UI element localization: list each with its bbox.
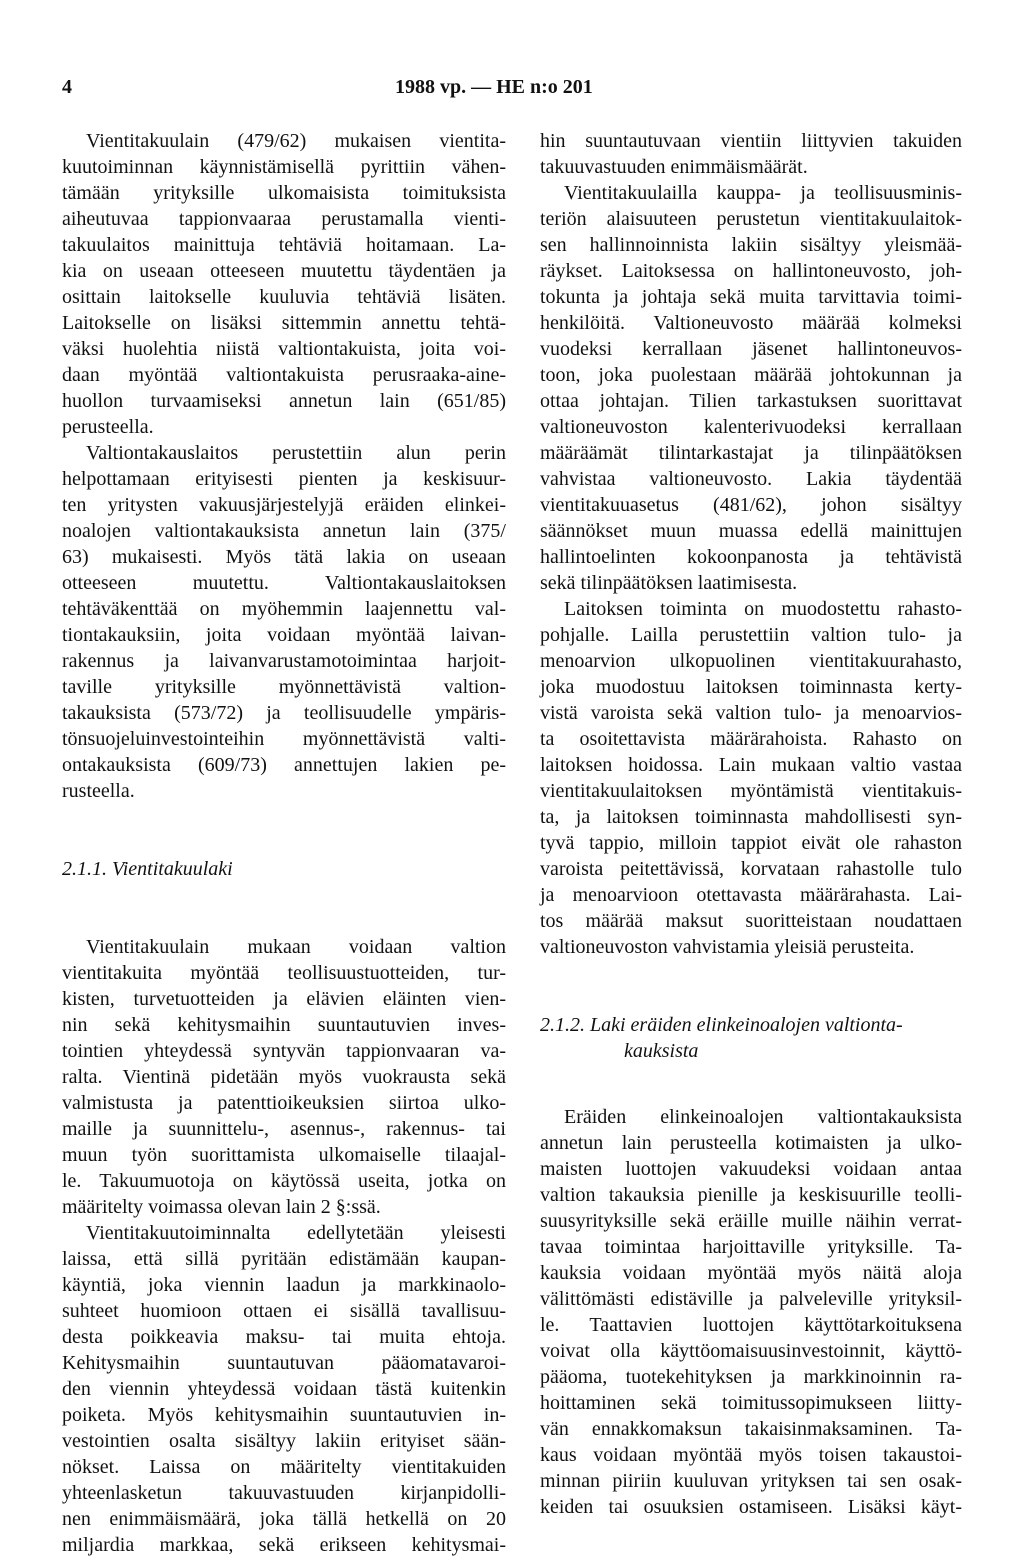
text-line: vientitakuulaitoksen myöntämistä vientitakuis- [540, 780, 962, 802]
text-line: miljardia markkaa, sekä erikseen kehitysmai- [62, 1534, 506, 1556]
paragraph [62, 128, 506, 440]
text-line: nen enimmäismäärä, joka tällä hetkellä on 20 [62, 1508, 506, 1530]
page-number: 4 [62, 76, 72, 98]
text-line: tyvä tappio, milloin tappiot eivät ole rahaston [540, 832, 962, 854]
text-line: le. Taattavien luottojen käyttötarkoituksena [540, 1314, 962, 1336]
text-line: ta osoitettavista määrärahoista. Rahasto on [540, 728, 962, 750]
text-line: otteeseen muutettu. Valtiontakauslaitoksen [62, 572, 506, 594]
text-line: pohjalle. Lailla perustettiin valtion tulo- ja [540, 624, 962, 646]
text-line: takauksista (573/72) ja teollisuudelle ympäris- [62, 702, 506, 724]
text-line: ten yritysten vakuusjärjestelyjä eräiden elinkei- [62, 494, 506, 516]
text-line: voivat olla käyttöomaisuusinvestoinnit, käyttö- [540, 1340, 962, 1362]
text-line: hin suuntautuvaan vientiin liittyvien takuiden [540, 130, 962, 152]
text-line: hoittaminen sekä toimitussopimukseen liitty- [540, 1392, 962, 1414]
text-line: toon, joka puolestaan määrää johtokunnan ja [540, 364, 962, 386]
paragraph [62, 934, 506, 1220]
text-line: suhteet huomioon ottaen ei sisällä tavallisuu- [62, 1300, 506, 1322]
text-line: varoista peitettävissä, korvataan rahastolle tulo [540, 858, 962, 880]
text-line: määräämät tilintarkastajat ja tilinpäätöksen [540, 442, 962, 464]
text-line: laitoksen hoidossa. Lain mukaan valtio vastaa [540, 754, 962, 776]
text-line: sekä tilinpäätöksen laatimisesta. [540, 572, 798, 594]
paragraph [540, 596, 962, 960]
text-line: välittömästi edistäville ja palveleville yrityksil- [540, 1288, 962, 1310]
text-line: määritelty voimassa olevan lain 2 §:ssä. [62, 1196, 381, 1218]
text-line: taville yrityksille myönnettävistä valtion- [62, 676, 506, 698]
text-line: ja menoarvioon otettavasta määrärahasta. Lai- [540, 884, 962, 906]
section-heading [540, 1012, 962, 1064]
paragraph [62, 1220, 506, 1558]
text-line: teriön alaisuuteen perustetun vientitakuulaitok- [540, 208, 962, 230]
paragraph [540, 128, 962, 180]
text-line: ontakauksista (609/73) annettujen lakien pe- [62, 754, 506, 776]
text-line: vistä varoista sekä valtion tulo- ja menoarvios- [540, 702, 962, 724]
text-line: yhteenlasketun takuuvastuuden kirjanpidolli- [62, 1482, 506, 1504]
text-line: rakennus ja laivanvarustamotoimintaa harjoit- [62, 650, 506, 672]
text-line: laissa, että sillä pyritään edistämään kaupan- [62, 1248, 506, 1270]
text-line: tiontakauksiin, joita voidaan myöntää laivan- [62, 624, 506, 646]
section-heading: 2.1.1. Vientitakuulaki [62, 858, 233, 880]
text-line: ottaa johtajan. Tilien tarkastuksen suorittavat [540, 390, 962, 412]
text-line: nökset. Laissa on määritelty vientitakuiden [62, 1456, 506, 1478]
text-line: ralta. Vientinä pidetään myös vuokrausta sekä [62, 1066, 506, 1088]
paragraph [540, 180, 962, 596]
text-line: desta poikkeavia maksu- tai muita ehtoja. [62, 1326, 506, 1348]
text-line: noalojen valtiontakauksista annetun lain (375/ [62, 520, 506, 542]
text-line: Kehitysmaihin suuntautuvan pääomatavaroi- [62, 1352, 506, 1374]
section-heading-line: kauksista [624, 1040, 699, 1062]
text-line: takuulaitos mainittuja tehtäviä hoitamaan. La- [62, 234, 506, 256]
text-line: kia on useaan otteeseen muutettu täydentäen ja [62, 260, 506, 282]
text-line: maisten luottojen vakuudeksi voidaan antaa [540, 1158, 962, 1180]
text-line: vän ennakkomaksun takaisinmaksaminen. Ta- [540, 1418, 962, 1440]
text-line: kisten, turvetuotteiden ja elävien eläinten vien- [62, 988, 506, 1010]
text-line: vientitakuita myöntää teollisuustuotteiden, tur- [62, 962, 506, 984]
text-line: keiden tai osuuksien ostamiseen. Lisäksi käyt- [540, 1496, 962, 1518]
text-line: säännökset muun muassa edellä mainittujen [540, 520, 962, 542]
text-line: valtion takauksia pienille ja keskisuurille teolli- [540, 1184, 962, 1206]
text-line: tokunta ja johtaja sekä muita tarvittavia toimi- [540, 286, 962, 308]
text-line: vientitakuuasetus (481/62), johon sisältyy [540, 494, 962, 516]
text-line: den viennin yhteydessä voidaan tästä kuitenkin [62, 1378, 506, 1400]
text-line: vestointien osalta sisältyy lakiin erityiset sään- [62, 1430, 506, 1452]
text-line: daan myöntää valtiontakuista perusraaka-aine- [62, 364, 506, 386]
text-line: tehtäväkenttää on myöhemmin laajennettu val- [62, 598, 506, 620]
left-column [62, 128, 506, 1558]
paragraph [62, 440, 506, 804]
text-line: Valtiontakauslaitos perustettiin alun perin [86, 442, 506, 464]
text-line: osittain laitokselle kuuluvia tehtäviä lisäten. [62, 286, 506, 308]
text-line: henkilöitä. Valtioneuvosto määrää kolmeksi [540, 312, 962, 334]
text-line: muun työn suorittamista ulkomaiselle tilaajal- [62, 1144, 506, 1166]
text-line: poiketa. Myös kehitysmaihin suuntautuvien in- [62, 1404, 506, 1426]
text-line: räykset. Laitoksessa on hallintoneuvosto, joh- [540, 260, 962, 282]
text-line: Vientitakuutoiminnalta edellytetään yleisesti [86, 1222, 506, 1244]
text-line: huollon turvaamiseksi annetun lain (651/85) [62, 390, 506, 412]
text-line: suusyrityksille sekä eräille muille näihin verrat- [540, 1210, 962, 1232]
text-line: vahvistaa valtioneuvosto. Lakia täydentää [540, 468, 962, 490]
text-line: helpottamaan erityisesti pienten ja keskisuur- [62, 468, 506, 490]
text-line: aiheutuvaa tappionvaaraa perustamalla vienti- [62, 208, 506, 230]
text-line: Laitokselle on lisäksi sittemmin annettu tehtä- [62, 312, 506, 334]
text-line: nin sekä kehitysmaihin suuntautuvien inves- [62, 1014, 506, 1036]
text-line: sen hallinnoinnista lakiin sisältyy yleismää- [540, 234, 962, 256]
text-line: rusteella. [62, 780, 135, 802]
text-line: valtioneuvoston vahvistamia yleisiä perusteita. [540, 936, 915, 958]
text-line: tointien yhteydessä syntyvän tappionvaaran va- [62, 1040, 506, 1062]
text-line: vuodeksi kerrallaan jäsenet hallintoneuvos- [540, 338, 962, 360]
text-line: joka muodostuu laitoksen toiminnasta kerty- [540, 676, 962, 698]
text-line: menoarvion ulkopuolinen vientitakuurahasto, [540, 650, 962, 672]
text-line: takuuvastuuden enimmäismäärät. [540, 156, 808, 178]
text-line: minnan piiriin kuuluvan yrityksen tai sen osak- [540, 1470, 962, 1492]
text-line: Vientitakuulain (479/62) mukaisen vientita- [86, 130, 506, 152]
right-column [540, 128, 962, 1520]
text-line: kuutoiminnan käynnistämisellä pyrittiin vähen- [62, 156, 506, 178]
text-line: väksi huolehtia niistä valtiontakuista, joita voi- [62, 338, 506, 360]
text-line: tämään yrityksille ulkomaisista toimituksista [62, 182, 506, 204]
text-line: annetun lain perusteella kotimaisten ja ulko- [540, 1132, 962, 1154]
page-header-title: 1988 vp. — HE n:o 201 [395, 76, 593, 98]
text-line: Eräiden elinkeinoalojen valtiontakauksista [564, 1106, 962, 1128]
text-line: kaus voidaan myöntää myös toisen takaustoi- [540, 1444, 962, 1466]
text-line: tos määrää maksut suoritteistaan noudattaen [540, 910, 962, 932]
text-line: hallintoelinten kokoonpanosta ja tehtävistä [540, 546, 962, 568]
text-line: perusteella. [62, 416, 154, 438]
text-line: tavaa toimintaa harjoittaville yrityksille. Ta- [540, 1236, 962, 1258]
text-line: valmistusta ja patenttioikeuksien siirtoa ulko- [62, 1092, 506, 1114]
text-line: valtioneuvoston kalenterivuodeksi kerrallaan [540, 416, 962, 438]
text-line: Vientitakuulain mukaan voidaan valtion [86, 936, 506, 958]
text-line: käyntiä, joka viennin laadun ja markkinaolo- [62, 1274, 506, 1296]
section-heading-line: 2.1.2. Laki eräiden elinkeinoalojen valtionta- [540, 1014, 903, 1036]
text-line: 63) mukaisesti. Myös tätä lakia on useaan [62, 546, 506, 568]
text-line: le. Takuumuotoja on käytössä useita, jotka on [62, 1170, 506, 1192]
text-line: ta, ja laitoksen toiminnasta mahdollisesti syn- [540, 806, 962, 828]
text-line: pääoma, tuotekehityksen ja markkinoinnin ra- [540, 1366, 962, 1388]
text-line: Vientitakuulailla kauppa- ja teollisuusminis- [564, 182, 962, 204]
text-line: kauksia voidaan myöntää myös näitä aloja [540, 1262, 962, 1284]
text-line: tönsuojeluinvestointeihin myönnettävistä valti- [62, 728, 506, 750]
paragraph [540, 1104, 962, 1520]
text-line: maille ja suunnittelu-, asennus-, rakennus- tai [62, 1118, 506, 1140]
text-line: Laitoksen toiminta on muodostettu rahasto- [564, 598, 962, 620]
